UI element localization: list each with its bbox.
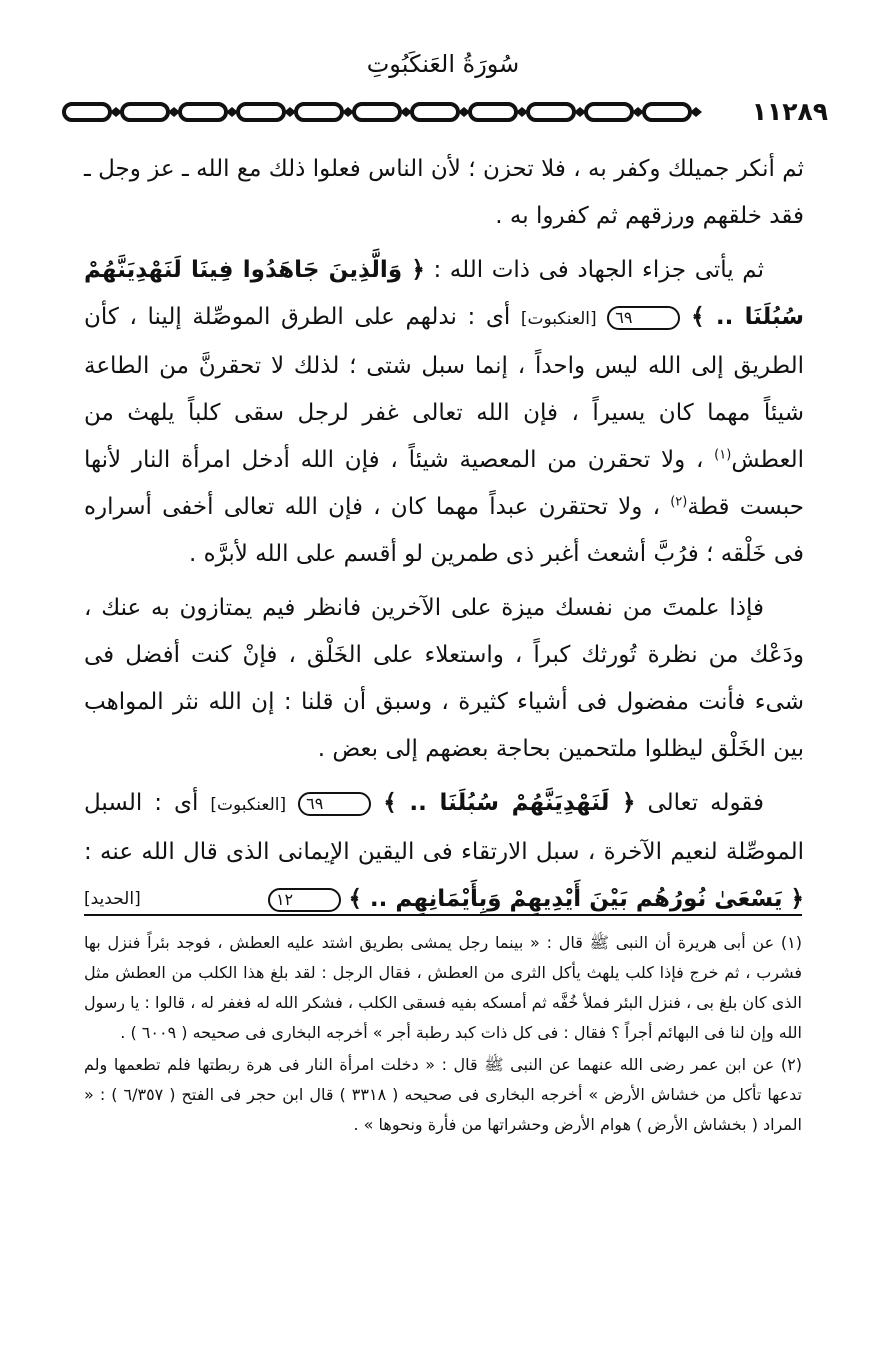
paragraph-2-text-cont: ، ولا تحقرن من المعصية شيئاً ، فإن الله أدخل امرأة النار لأنها حبست قطة: [84, 447, 805, 520]
chain-link: [528, 104, 574, 120]
page-number: ١١٢٨٩: [748, 96, 832, 128]
main-text: [84, 146, 804, 930]
header-ornament-row: [62, 96, 832, 128]
footnote-marker-1: (١): [714, 447, 732, 463]
paragraph-4-intro: فقوله تعالى: [647, 790, 764, 816]
chain-link: [64, 104, 110, 120]
footnote-1: (١) عن أبى هريرة أن النبى ﷺ قال : « بينما رجل يمشى بطريق اشتد عليه العطش ، فوجد بئراً فنزل بها فشرب ، ثم خرج فإذا كلب يلهث يأكل الثرى من العطش ، فقال الرجل : لقد بلغ هذا الكلب من العطش مثل الذى كان بلغ بى ، فنزل البئر فملأ خُفَّه ثم أمسكه بفيه فسقى الكلب ، فشكر الله له فغفر له ، قالوا : يا رسول الله وإن لنا فى البهائم أجراً ؟ فقال : فى كل ذات كبد رطبة أجر » أخرجه البخارى فى صحيحه ( ٦٠٠٩ ) .: [84, 933, 802, 1042]
footnote-2: (٢) عن ابن عمر رضى الله عنهما عن النبى ﷺ قال : « دخلت امرأة النار فى هرة ربطتها فلم تطعمها ولم تدعها تأكل من خشاش الأرض » أخرجه البخارى فى صحيحه ( ٣٣١٨ ) قال ابن حجر فى الفتح ( ٦/٣٥٧ ) : « المراد ( بخشاش الأرض ) هوام الأرض وحشراتها من فأرة ونحوها » .: [84, 1055, 802, 1134]
ayah-number-3: ١٢: [268, 888, 341, 912]
paragraph-4: [84, 780, 804, 923]
paragraph-2: [84, 247, 804, 578]
paragraph-2-intro: ثم يأتى جزاء الجهاد فى ذات الله :: [433, 257, 765, 283]
chain-link: [238, 104, 284, 120]
quran-verse-3: ﴿ يَسْعَىٰ نُورُهُم بَيْنَ أَيْدِيهِمْ وَبِأَيْمَانِهِم .. ﴾: [348, 886, 804, 912]
chain-link: [296, 104, 342, 120]
paragraph-1: ثم أنكر جميلك وكفر به ، فلا تحزن ؛ لأن الناس فعلوا ذلك مع الله ـ عز وجل ـ فقد خلقهم ورزقهم ثم كفروا به .: [84, 156, 804, 229]
surah-reference-2: [العنكبوت]: [210, 795, 287, 815]
paragraph-2-text: أى : ندلهم على الطرق الموصِّلة إلينا ، كأن الطريق إلى الله ليس واحداً ، إنما سبل شتى ؛ لذلك لا تحقرنَّ من الطاعة شيئاً مهما كان يسيراً ، فإن الله تعالى غفر لرجل سقى كلباً يلهث من العطش: [84, 304, 804, 473]
quran-verse-2: ﴿ لَنَهْدِيَنَّهُمْ سُبُلَنَا .. ﴾: [383, 790, 636, 816]
paragraph-3: فإذا علمتَ من نفسك ميزة على الآخرين فانظر فيم يمتازون به عنك ، ودَعْك من نظرة تُورثك كبراً ، واستعلاء على الخَلْق ، فإنْ كنت أفضل فى شىء فأنت مفضول فى أشياء كثيرة ، وسبق أن قلنا : إن الله نثر المواهب بين الخَلْق ليظلوا ملتحمين بحاجة بعضهم إلى بعض .: [84, 595, 804, 762]
footnote-divider: [84, 914, 802, 916]
chain-ornament-icon: [62, 96, 832, 128]
chain-link: [412, 104, 458, 120]
footnotes: [84, 928, 802, 1142]
paragraph-2-text-end: ، ولا تحتقرن عبداً مهما كان ، فإن الله تعالى أخفى أسراره فى خَلْقه ؛ فرُبَّ أشعث أغبر ذى طمرين لو أقسم على الله لأبرَّه .: [84, 494, 804, 567]
quran-verse-1: ﴿ وَالَّذِينَ جَاهَدُوا فِينَا لَنَهْدِيَنَّهُمْ سُبُلَنَا .. ﴾: [84, 257, 805, 330]
paragraph-4-text: أى : السبل الموصِّلة لنعيم الآخرة ، سبل الارتقاء فى اليقين الإيمانى الذى قال الله عنه :: [84, 790, 804, 865]
chain-diamond: [690, 107, 702, 117]
footnote-marker-2: (٢): [670, 494, 688, 510]
surah-title: سُورَةُ العَنكَبُوتِ: [366, 50, 520, 78]
chain-link: [644, 104, 690, 120]
ayah-number-1: ٦٩: [607, 306, 680, 330]
ayah-number-2: ٦٩: [298, 792, 371, 816]
surah-reference-1: [العنكبوت]: [520, 309, 597, 329]
surah-reference-3: [الحديد]: [84, 889, 141, 909]
chain-link: [586, 104, 632, 120]
chain-link: [180, 104, 226, 120]
chain-link: [354, 104, 400, 120]
chain-link: [122, 104, 168, 120]
chain-link: [470, 104, 516, 120]
